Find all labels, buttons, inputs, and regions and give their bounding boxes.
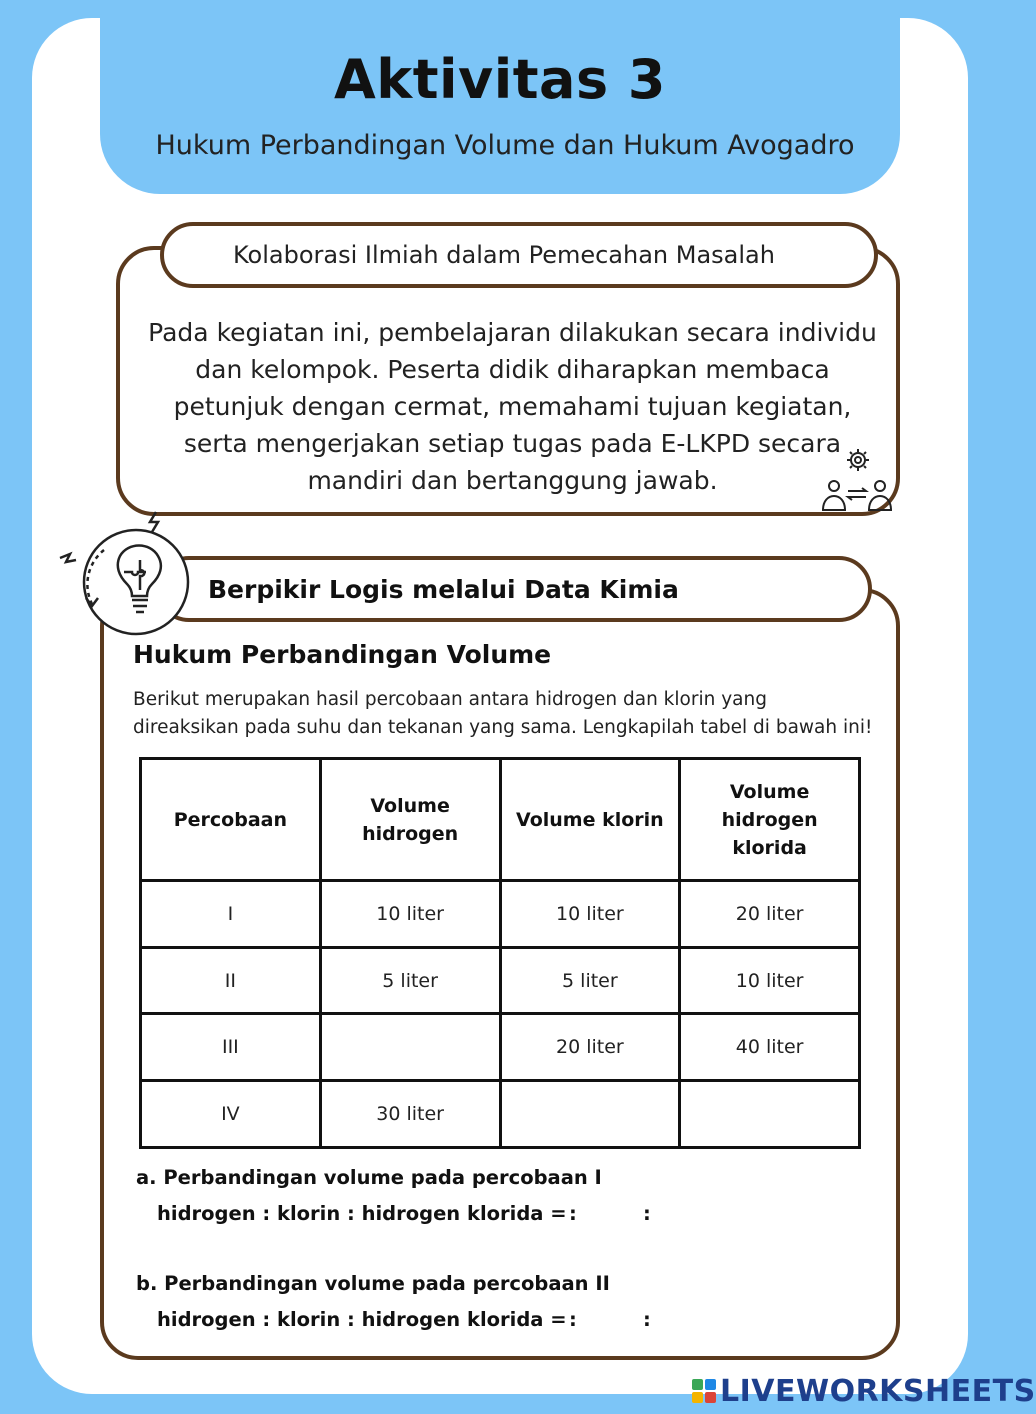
header-volume-hidrogen-klorida: Volume hidrogen klorida xyxy=(680,759,860,881)
cell-volume-hidrogen: 10 liter xyxy=(320,881,500,948)
cell-volume-hidrogen: 30 liter xyxy=(320,1081,500,1148)
liveworksheets-mark-icon xyxy=(692,1379,716,1403)
data-section-title: Berpikir Logis melalui Data Kimia xyxy=(156,556,872,622)
answer-cell-volume-hidrogen[interactable] xyxy=(320,1014,500,1081)
cell-percobaan: II xyxy=(141,947,321,1014)
header-percobaan: Percobaan xyxy=(141,759,321,881)
cell-volume-hidrogen-klorida: 10 liter xyxy=(680,947,860,1014)
section-heading: Hukum Perbandingan Volume xyxy=(133,640,552,669)
table-row xyxy=(141,1014,860,1081)
question-b-separator: : xyxy=(569,1308,577,1331)
collaboration-icon xyxy=(818,444,896,516)
cell-volume-klorin: 20 liter xyxy=(500,1014,680,1081)
question-a-separator: : xyxy=(643,1202,651,1225)
question-b-equation: hidrogen : klorin : hidrogen klorida = xyxy=(157,1308,567,1331)
page-title: Aktivitas 3 xyxy=(333,48,666,111)
question-a-separator: : xyxy=(569,1202,577,1225)
lightbulb-puzzle-icon xyxy=(56,500,196,640)
cell-volume-hidrogen-klorida: 20 liter xyxy=(680,881,860,948)
cell-percobaan: I xyxy=(141,881,321,948)
collaboration-description: Pada kegiatan ini, pembelajaran dilakukan secara individu dan kelompok. Peserta didik diharapkan membaca petunjuk dengan cermat, memahami tujuan kegiatan, serta mengerjakan setiap tugas pada E-LKPD secara mandiri dan bertanggung jawab. xyxy=(148,318,877,495)
cell-percobaan: IV xyxy=(141,1081,321,1148)
table-row xyxy=(141,881,860,948)
answer-cell-volume-hidrogen-klorida[interactable] xyxy=(680,1081,860,1148)
table-row xyxy=(141,947,860,1014)
cell-volume-klorin: 5 liter xyxy=(500,947,680,1014)
volume-table xyxy=(139,757,861,1149)
liveworksheets-brand: LIVEWORKSHEETS xyxy=(720,1373,1036,1409)
cell-volume-klorin: 10 liter xyxy=(500,881,680,948)
header-volume-klorin: Volume klorin xyxy=(500,759,680,881)
page-subtitle: Hukum Perbandingan Volume dan Hukum Avogadro xyxy=(155,130,855,161)
instructions-text: Berikut merupakan hasil percobaan antara hidrogen dan klorin yang direaksikan pada suhu dan tekanan yang sama. Lengkapilah tabel di bawah ini! xyxy=(133,689,873,738)
cell-percobaan: III xyxy=(141,1014,321,1081)
question-a-label: a. Perbandingan volume pada percobaan I xyxy=(136,1166,602,1189)
question-b-label: b. Perbandingan volume pada percobaan II xyxy=(136,1272,610,1295)
question-a-equation: hidrogen : klorin : hidrogen klorida = xyxy=(157,1202,567,1225)
table-header-row xyxy=(141,759,860,881)
table-row xyxy=(141,1081,860,1148)
header-volume-hidrogen: Volume hidrogen xyxy=(320,759,500,881)
collaboration-section-title: Kolaborasi Ilmiah dalam Pemecahan Masalah xyxy=(160,222,878,288)
answer-cell-volume-klorin[interactable] xyxy=(500,1081,680,1148)
cell-volume-hidrogen: 5 liter xyxy=(320,947,500,1014)
question-b-separator: : xyxy=(643,1308,651,1331)
cell-volume-hidrogen-klorida: 40 liter xyxy=(680,1014,860,1081)
liveworksheets-logo[interactable] xyxy=(692,1373,1036,1409)
